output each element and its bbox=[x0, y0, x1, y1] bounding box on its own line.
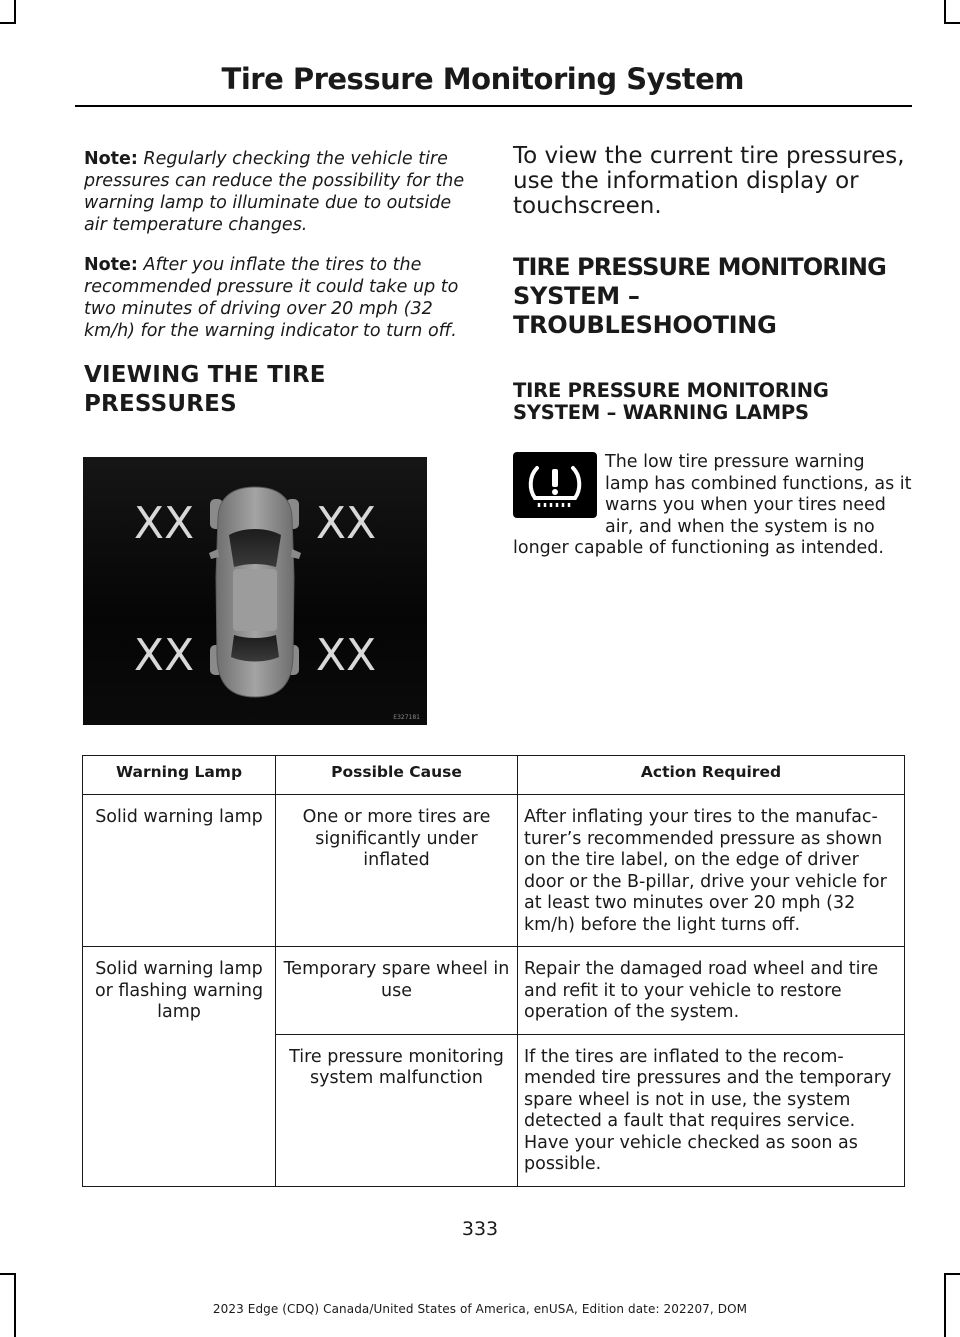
header-divider bbox=[75, 105, 912, 107]
crop-mark bbox=[14, 0, 16, 24]
section-heading-troubleshooting bbox=[513, 253, 913, 340]
table-row bbox=[83, 795, 905, 947]
page-header-title: Tire Pressure Monitoring System bbox=[221, 62, 744, 96]
table-cell: Solid warning lamp bbox=[83, 795, 276, 947]
heading-line: TROUBLESHOOTING bbox=[513, 311, 777, 339]
car-roof bbox=[233, 569, 277, 631]
heading-line: SYSTEM – bbox=[513, 282, 640, 310]
front-right-pressure: XX bbox=[315, 498, 377, 549]
note-label: Note: bbox=[84, 255, 138, 275]
heading-line: TIRE PRESSURE MONITORING bbox=[513, 253, 886, 281]
note-1 bbox=[84, 148, 476, 236]
subheading-warning-lamps bbox=[513, 380, 913, 424]
note-text: Regularly checking the vehicle tire pressures can reduce the possibility for the warning lamp to illuminate due to outside air temperature changes. bbox=[84, 149, 465, 235]
note-2 bbox=[84, 254, 476, 342]
right-column bbox=[513, 144, 913, 560]
rear-right-pressure: XX bbox=[315, 630, 377, 681]
tire-pressure-warning-icon bbox=[513, 452, 597, 518]
intro-text: To view the current tire pressures, use the information display or touchscreen. bbox=[513, 143, 905, 219]
heading-line: PRESSURES bbox=[84, 391, 237, 417]
car-rear-window bbox=[231, 635, 279, 662]
table-cell: Repair the damaged road wheel and tire and refit it to your vehicle to restore operation of the system. bbox=[518, 947, 905, 1035]
note-text: After you inflate the tires to the recommended pressure it could take up to two minutes of driving over 20 mph (32 km/h) for the warning indicator to turn off. bbox=[84, 255, 459, 341]
page-number: 333 bbox=[461, 1218, 499, 1240]
heading-line: VIEWING THE TIRE bbox=[84, 362, 326, 388]
table-cell: If the tires are inflated to the recom- mended tire pressures and the temporary spare wheel is not in use, the system detected a fault that requires service. Have your vehicle checked as soon as possible. bbox=[518, 1034, 905, 1186]
warning-lamp-description bbox=[513, 452, 913, 560]
table-cell: Solid warning lamp or flashing warning lamp bbox=[83, 947, 276, 1187]
left-column bbox=[84, 148, 476, 419]
column-header: Action Required bbox=[518, 756, 905, 795]
page-footer: 2023 Edge (CDQ) Canada/United States of America, enUSA, Edition date: 202207, DOM bbox=[212, 1302, 748, 1316]
lamp-description-text: The low tire pressure warning lamp has combined functions, as it warns you when your tires need air, and when the system is no longer capable of functioning as intended. bbox=[513, 452, 912, 558]
section-heading-viewing bbox=[84, 360, 476, 419]
table-cell: Temporary spare wheel in use bbox=[276, 947, 518, 1035]
warning-lamp-table bbox=[82, 755, 905, 1187]
image-code: E327181 bbox=[393, 714, 420, 721]
rear-left-pressure: XX bbox=[133, 630, 195, 681]
tire-pressure-display-image bbox=[83, 457, 427, 725]
crop-mark bbox=[0, 1273, 16, 1275]
crop-mark bbox=[944, 1273, 960, 1275]
table-row bbox=[83, 947, 905, 1035]
column-header: Possible Cause bbox=[276, 756, 518, 795]
crop-mark bbox=[944, 0, 946, 24]
column-header: Warning Lamp bbox=[83, 756, 276, 795]
car-top-view-illustration bbox=[83, 457, 427, 725]
table-cell: One or more tires are significantly under inflated bbox=[276, 795, 518, 947]
table-header-row bbox=[83, 756, 905, 795]
note-label: Note: bbox=[84, 149, 138, 169]
subheading-line: TIRE PRESSURE MONITORING bbox=[513, 379, 829, 402]
car-windshield bbox=[229, 529, 281, 567]
table-cell: Tire pressure monitoring system malfunction bbox=[276, 1034, 518, 1186]
table-cell: After inflating your tires to the manufac- turer’s recommended pressure as shown on the tire label, on the edge of driver door or the B-pillar, drive your vehicle for at least two minutes over 20 mph (32 km/h) before the light turns off. bbox=[518, 795, 905, 947]
subheading-line: SYSTEM – WARNING LAMPS bbox=[513, 401, 809, 424]
crop-mark bbox=[0, 22, 16, 24]
front-left-pressure: XX bbox=[133, 498, 195, 549]
crop-mark bbox=[944, 22, 960, 24]
